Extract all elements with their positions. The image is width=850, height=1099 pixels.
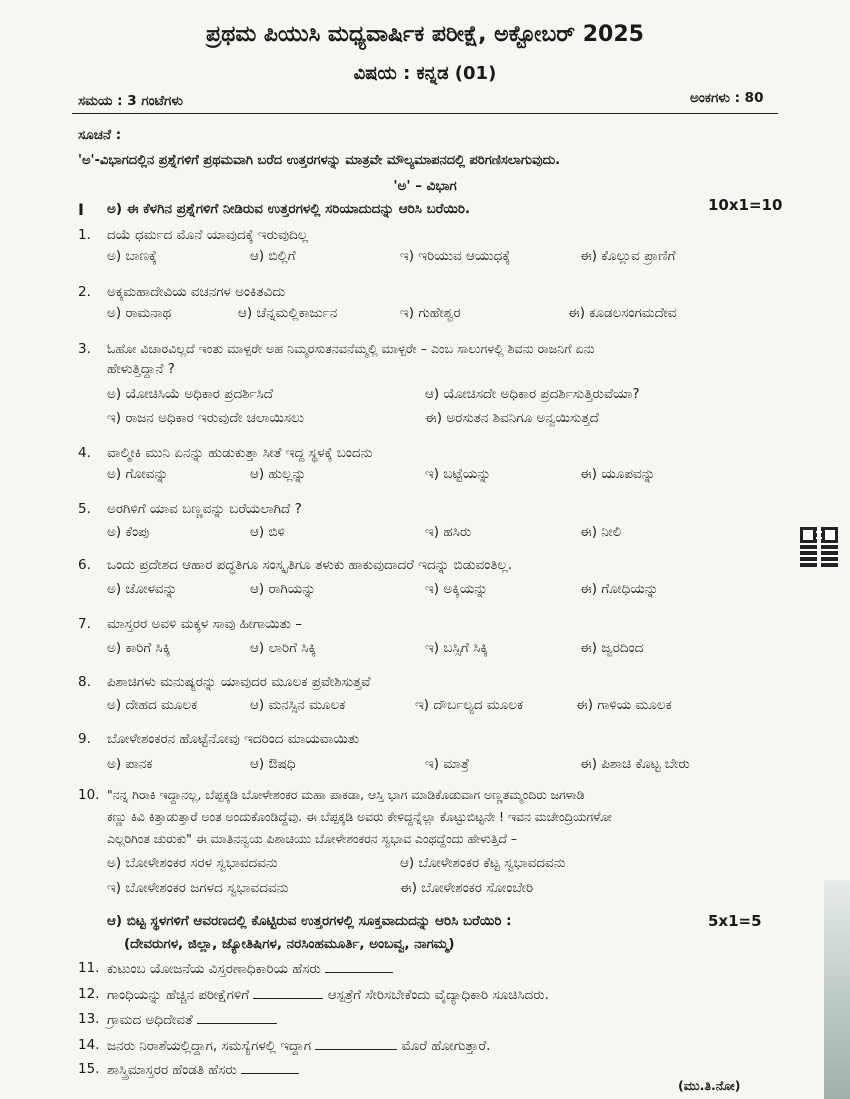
question-number: 13. xyxy=(78,1011,100,1027)
option-d: ಈ) ಗಾಳಿಯ ಮೂಲಕ xyxy=(576,697,672,713)
question-text: ಅಕ್ಕಮಹಾದೇವಿಯ ವಚನಗಳ ಅಂಕಿತವಿದು xyxy=(107,284,286,300)
page-edge-decoration xyxy=(824,880,850,1099)
fill-blank-line xyxy=(107,1037,490,1054)
question-number: 2. xyxy=(78,284,91,300)
option-a: ಅ) ಕಾರಿಗೆ ಸಿಕ್ಕಿ xyxy=(107,640,171,656)
question-text: ಜನರು ನಿರಾಶೆಯಲ್ಲಿದ್ದಾಗ, ಸಮಸ್ಯೆಗಳಲ್ಲಿ ಇದ್ದಾಗ xyxy=(107,1038,311,1054)
option-c: ಇ) ಇರಿಯುವ ಆಯುಧಕ್ಕೆ xyxy=(400,248,511,264)
header-rule xyxy=(72,113,778,114)
question-text: ಶಾಸ್ತ್ರಿಮಾಸ್ತರರ ಹೆಂಡತಿ ಹೆಸರು xyxy=(107,1062,237,1078)
answer-blank[interactable] xyxy=(315,1037,397,1050)
option-b: ಆ) ಹುಲ್ಲನ್ನು xyxy=(250,466,307,482)
option-c: ಇ) ಗುಹೇಶ್ವರ xyxy=(400,305,461,321)
option-d: ಈ) ಅರಸುತನ ಶಿವನಿಗೂ ಅನ್ವಯಿಸುತ್ತದೆ xyxy=(425,410,599,426)
pto-note: (ಮು.ತಿ.ನೋ) xyxy=(678,1078,741,1093)
question-text: ಮಾಸ್ತರರ ಅವಳಿ ಮಕ್ಕಳ ಸಾವು ಹೀಗಾಯಿತು – xyxy=(107,616,302,632)
answer-blank[interactable] xyxy=(253,986,323,999)
option-c: ಇ) ಹಸಿರು xyxy=(425,524,472,540)
option-d: ಈ) ಕೊಲ್ಲುವ ಪ್ರಾಣಿಗೆ xyxy=(580,248,676,264)
option-d: ಈ) ಕೂಡಲಸಂಗಮದೇವ xyxy=(568,305,677,321)
option-a: ಅ) ಬೋಳೇಶಂಕರ ಸರಳ ಸ್ವಭಾವದವನು xyxy=(107,855,278,871)
question-text-after: ಮೊರೆ ಹೋಗುತ್ತಾರೆ. xyxy=(401,1038,491,1054)
option-a: ಅ) ಕೆಂಪು xyxy=(107,524,150,540)
question-text-cont: ಕಣ್ಣು ಕಿವಿ ಕಿತ್ತಾಡುತ್ತಾರೆ ಅಂತ ಅಂದುಕೊಂಡಿದ್ದೆವು. ಈ ಬೆಪ್ಪಕ್ಕಡಿ ಅವರು ಕೇಳಿದ್ದನ್ನೆಲ್ಲಾ ಕೊಟ್ಟುಬಿಟ್ಟನೇ ! ಇವನ ಮಚೇಂದ್ರಿಯಗಳೋ xyxy=(107,809,612,824)
part-roman: I xyxy=(78,200,84,219)
fill-blank-line xyxy=(107,986,549,1003)
question-text: ದಯೆ ಧರ್ಮದ ಮೊನೆ ಯಾವುದಕ್ಕೆ ಇರುವುದಿಲ್ಲ xyxy=(107,227,309,243)
option-a: ಅ) ರಾಮನಾಥ xyxy=(107,305,172,321)
option-b: ಆ) ಔಷಧಿ xyxy=(250,756,296,772)
option-b: ಆ) ಚೆನ್ನಮಲ್ಲಿಕಾರ್ಜುನ xyxy=(238,305,338,321)
option-c: ಇ) ರಾಜನ ಅಧಿಕಾರ ಇರುವುದೇ ಚಲಾಯಿಸಲು xyxy=(107,410,305,426)
option-a: ಅ) ಬಾಣಕ್ಕೆ xyxy=(107,248,157,264)
option-b: ಆ) ಬೋಳೇಶಂಕರ ಕೆಟ್ಟ ಸ್ವಭಾವದವನು xyxy=(400,855,566,871)
question-text-cont: ಹೇಳುತ್ತಿದ್ದಾನೆ ? xyxy=(107,361,175,377)
question-text: ಪಿಶಾಚಿಗಳು ಮನುಷ್ಯರನ್ನು ಯಾವುದರ ಮೂಲಕ ಪ್ರವೇಶಿಸುತ್ತವೆ xyxy=(107,674,371,690)
option-a: ಅ) ಪಾನಕ xyxy=(107,756,153,772)
option-a: ಅ) ದೇಹದ ಮೂಲಕ xyxy=(107,697,198,713)
question-text-cont: ಎಲ್ಲರಿಗಿಂತ ಚುರುಕು" ಈ ಮಾತಿನನ್ವಯ ಪಿಶಾಚಿಯು ಬೋಳೇಶಂಕರನ ಸ್ವಭಾವ ಎಂಥದ್ದೆಂದು ಹೇಳುತ್ತಿದೆ – xyxy=(107,831,518,846)
option-d: ಈ) ಜ್ವರದಿಂದ xyxy=(580,640,644,656)
word-bank: (ದೇವರುಗಳ, ಜಿಲ್ಲಾ, ಜ್ಯೋತಿಷಿಗಳ, ನರಸಿಂಹಮೂರ್ತಿ, ಅಂಬವ್ವ, ನಾಗಮ್ಮ) xyxy=(124,936,455,952)
answer-blank[interactable] xyxy=(241,1061,299,1074)
question-number: 10. xyxy=(78,787,100,803)
option-b: ಆ) ಮನಸ್ಸಿನ ಮೂಲಕ xyxy=(250,697,346,713)
option-c: ಇ) ಬೋಳೇಶಂಕರ ಜಗಳದ ಸ್ವಭಾವದವನು xyxy=(107,880,289,896)
option-a: ಅ) ಯೋಚಿಸಿಯೆ ಅಧಿಕಾರ ಪ್ರದರ್ಶಿಸಿದೆ xyxy=(107,386,274,402)
question-text: "ನನ್ನ ಗಿರಾಕಿ ಇದ್ದಾನಲ್ಲ, ಬೆಪ್ಪಕ್ಕಡಿ ಬೋಳೇಶಂಕರ ಮಹಾ ಪಾಕಡಾ, ಆಸ್ತಿ ಭಾಗ ಮಾಡಿಕೊಡುವಾಗ ಅಣ್ಣತಮ್ಮಂದಿರು ಜಗಳಾಡಿ xyxy=(107,787,585,802)
part1-marks: 10x1=10 xyxy=(708,196,783,214)
fill-blank-line xyxy=(107,960,393,977)
question-text-after: ಆಸ್ಪತ್ರೆಗೆ ಸೇರಿಸಬೇಕೆಂದು ವೈದ್ಯಾಧಿಕಾರಿ ಸೂಚಿಸಿದರು. xyxy=(327,987,549,1003)
option-b: ಆ) ಲಾರಿಗೆ ಸಿಕ್ಕಿ xyxy=(250,640,317,656)
question-number: 4. xyxy=(78,445,91,461)
question-number: 5. xyxy=(78,501,91,517)
question-number: 12. xyxy=(78,986,100,1002)
part2-instruction: ಆ) ಬಿಟ್ಟ ಸ್ಥಳಗಳಿಗೆ ಆವರಣದಲ್ಲಿ ಕೊಟ್ಟಿರುವ ಉತ್ತರಗಳಲ್ಲಿ ಸೂಕ್ತವಾದುದನ್ನು ಆರಿಸಿ ಬರೆಯಿರಿ : xyxy=(107,913,512,929)
question-text: ಅರಗಿಳಿಗೆ ಯಾವ ಬಣ್ಣವನ್ನು ಬರೆಯಲಾಗಿದೆ ? xyxy=(107,501,302,517)
option-b: ಆ) ರಾಗಿಯನ್ನು xyxy=(250,581,316,597)
option-d: ಈ) ಗೋಧಿಯನ್ನು xyxy=(580,581,659,597)
option-a: ಅ) ಗೋವನ್ನು xyxy=(107,466,169,482)
instructions-heading: ಸೂಚನೆ : xyxy=(78,127,122,143)
time-label: ಸಮಯ : 3 ಗಂಟೆಗಳು xyxy=(78,93,183,109)
fill-blank-line xyxy=(107,1061,299,1078)
question-number: 15. xyxy=(78,1061,100,1077)
qr-code-icon xyxy=(800,527,838,567)
option-d: ಈ) ಪಿಶಾಚಿ ಕೊಟ್ಟ ಬೇರು xyxy=(580,756,690,772)
option-c: ಇ) ಅಕ್ಕಿಯನ್ನು xyxy=(425,581,488,597)
question-text: ಗ್ರಾಮದ ಅಧಿದೇವತೆ xyxy=(107,1012,193,1028)
question-number: 14. xyxy=(78,1037,100,1053)
question-text: ಬೋಳೇಶಂಕರನ ಹೊಟ್ಟೆನೋವು ಇದರಿಂದ ಮಾಯವಾಯಿತು xyxy=(107,731,360,747)
question-text: ವಾಲ್ಮೀಕಿ ಮುನಿ ಏನನ್ನು ಹುಡುಕುತ್ತಾ ಸೀತೆ ಇದ್ದ ಸ್ಥಳಕ್ಕೆ ಬಂದನು xyxy=(107,445,373,461)
option-c: ಇ) ಬಸ್ಸಿಗೆ ಸಿಕ್ಕಿ xyxy=(425,640,488,656)
question-text: ಒಂದು ಪ್ರದೇಶದ ಆಹಾರ ಪದ್ಧತಿಗೂ ಸಂಸ್ಕೃತಿಗೂ ತಳುಕು ಹಾಕುವುದಾದರೆ ಇದನ್ನು ಬಿಡುವಂತಿಲ್ಲ. xyxy=(107,557,513,573)
instructions-text: 'ಅ'-ವಿಭಾಗದಲ್ಲಿನ ಪ್ರಶ್ನೆಗಳಿಗೆ ಪ್ರಥಮವಾಗಿ ಬರೆದ ಉತ್ತರಗಳನ್ನು ಮಾತ್ರವೇ ಮೌಲ್ಯಮಾಪನದಲ್ಲಿ ಪರಿಗಣಿಸಲಾಗುವುದು. xyxy=(78,153,561,168)
question-number: 6. xyxy=(78,557,91,573)
question-text: ಓಹೋ ವಿಚಾರವಿಲ್ಲದೆ ಇಂತು ಮಾಳ್ಪರೇ ಅಹ ನಿಮ್ಮರಸುತನವನೆಮ್ಮಲ್ಲಿ ಮಾಳ್ಪರೇ – ಎಂಬ ಸಾಲುಗಳಲ್ಲಿ ಶಿವನು ರಾಜನಿಗೆ ಏನು xyxy=(107,341,595,356)
option-d: ಈ) ಬೋಳೇಶಂಕರ ಸೋಂಬೇರಿ xyxy=(400,880,534,896)
option-b: ಆ) ಬಿಳಿ xyxy=(250,524,285,540)
question-number: 9. xyxy=(78,731,91,747)
question-number: 11. xyxy=(78,960,100,976)
option-d: ಈ) ಯೂಪವನ್ನು xyxy=(580,466,656,482)
question-number: 7. xyxy=(78,616,91,632)
marks-label: ಅಂಕಗಳು : 80 xyxy=(690,90,764,106)
question-number: 3. xyxy=(78,341,91,357)
question-number: 8. xyxy=(78,674,91,690)
exam-title: ಪ್ರಥಮ ಪಿಯುಸಿ ಮಧ್ಯವಾರ್ಷಿಕ ಪರೀಕ್ಷೆ, ಅಕ್ಟೋಬರ್ 2025 xyxy=(206,22,644,47)
answer-blank[interactable] xyxy=(197,1011,277,1024)
option-c: ಇ) ಮಾತ್ರೆ xyxy=(425,756,470,772)
option-a: ಅ) ಜೋಳವನ್ನು xyxy=(107,581,178,597)
question-number: 1. xyxy=(78,227,91,243)
option-c: ಇ) ದೌರ್ಬಲ್ಯದ ಮೂಲಕ xyxy=(415,697,524,713)
answer-blank[interactable] xyxy=(325,960,393,973)
question-text: ಕುಟುಂಬ ಯೋಜನೆಯ ವಿಸ್ತರಣಾಧಿಕಾರಿಯ ಹೆಸರು xyxy=(107,961,321,977)
option-b: ಆ) ಬಿಲ್ಲಿಗೆ xyxy=(250,248,296,264)
option-c: ಇ) ಬಟ್ಟೆಯನ್ನು xyxy=(425,466,491,482)
option-b: ಆ) ಯೋಚಿಸದೇ ಅಧಿಕಾರ ಪ್ರದರ್ಶಿಸುತ್ತಿರುವೆಯಾ? xyxy=(425,386,640,402)
section-heading: 'ಅ' – ವಿಭಾಗ xyxy=(393,178,457,194)
subject-line: ವಿಷಯ : ಕನ್ನಡ (01) xyxy=(353,63,497,84)
part2-marks: 5x1=5 xyxy=(708,912,762,930)
fill-blank-line xyxy=(107,1011,277,1028)
part1-instruction: ಅ) ಈ ಕೆಳಗಿನ ಪ್ರಶ್ನೆಗಳಿಗೆ ನೀಡಿರುವ ಉತ್ತರಗಳಲ್ಲಿ ಸರಿಯಾದುದನ್ನು ಆರಿಸಿ ಬರೆಯಿರಿ. xyxy=(107,201,471,217)
option-d: ಈ) ನೀಲಿ xyxy=(580,524,622,540)
question-text: ಗಾಂಧಿಯನ್ನು ಹೆಚ್ಚಿನ ಪರೀಕ್ಷೆಗಳಿಗೆ xyxy=(107,987,250,1003)
